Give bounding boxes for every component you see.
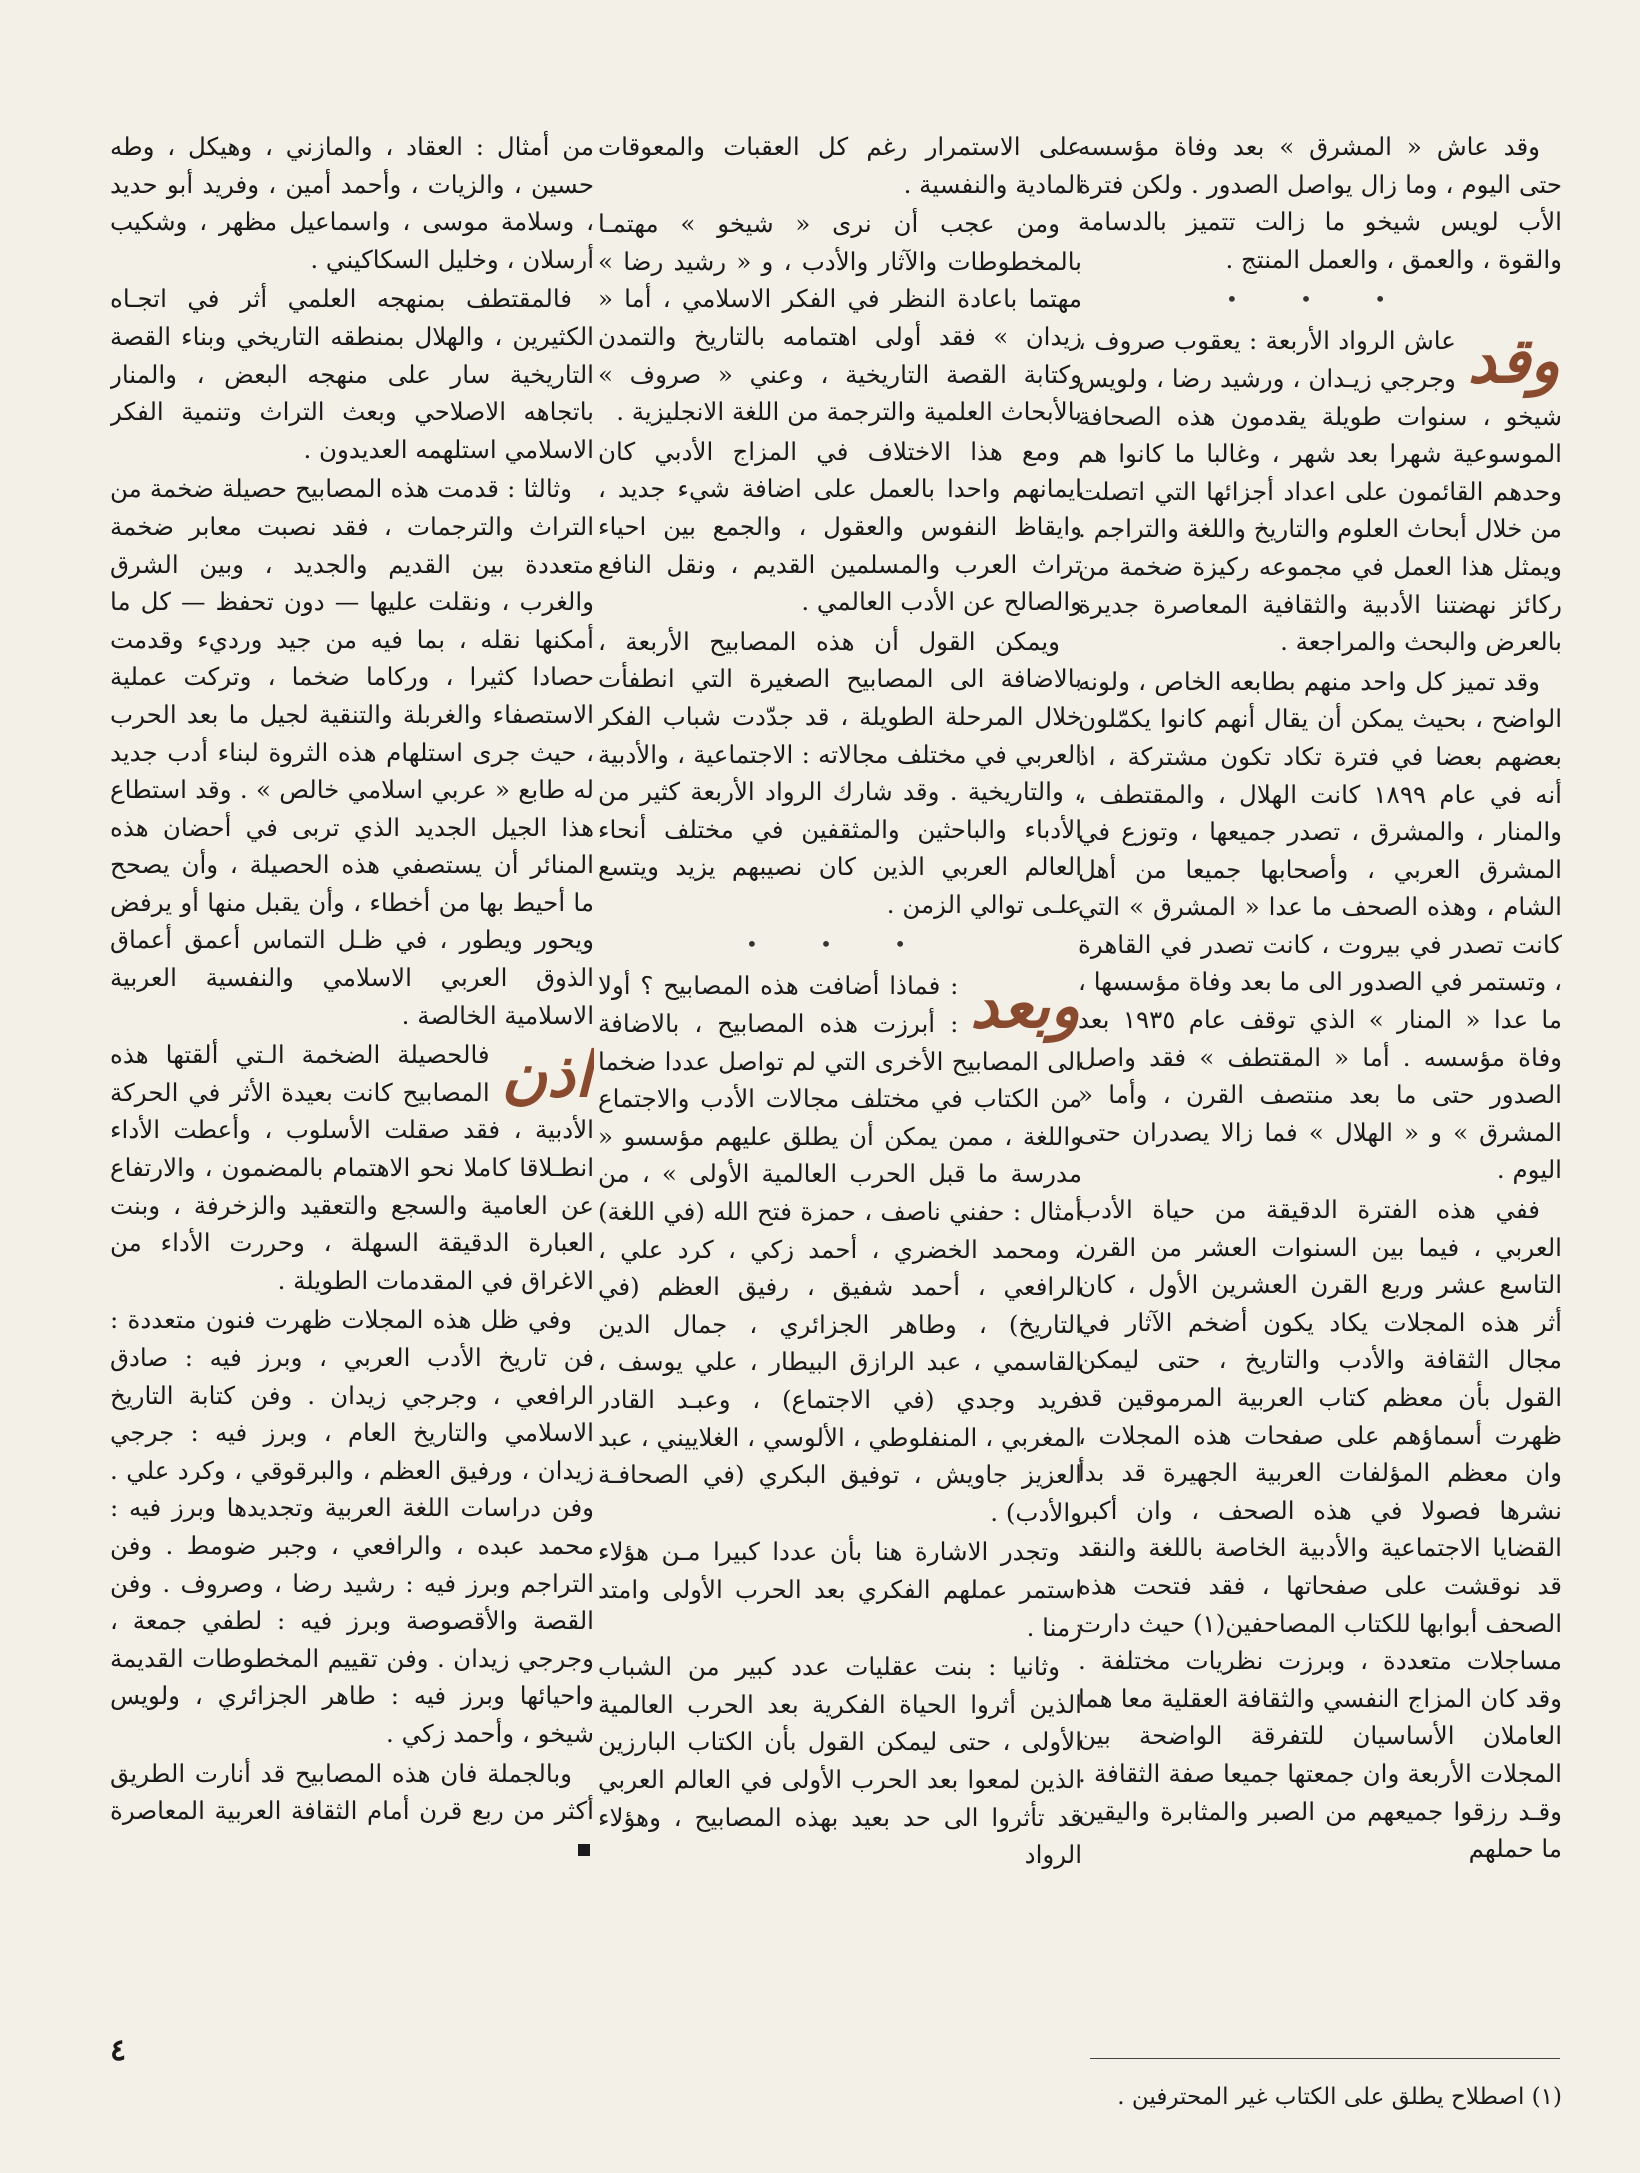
page-number: ٤ [110,2033,127,2068]
paragraph-text: عاش الرواد الأربعة : يعقوب صروف ، وجرجي زيـدان ، ورشيد رضا ، ولويس شيخو ، سنوات طويلة يقدمون هذه الصحافة الموسوعية شهرا بعد شهر ، وغالبا ما كانوا هم وحدهم القائمون على اعداد أجزائها التي اتصلت من خلال أبحاث العلوم والتاريخ واللغة والتراجم . ويمثل هذا العمل في مجموعه ركيزة ضخمة من ركائز نهضتنا الأدبية والثقافية المعاصرة جديرة بالعرض والبحث والمراجعة . [1078,326,1562,657]
paragraph-text: وتجدر الاشارة هنا بأن عددا كبيرا مـن هؤلاء استمر عملهم الفكري بعد الحرب الأولى وامتد زمنا . [598,1537,1082,1642]
footnote: (١) اصطلاح يطلق على الكتاب غير المحترفين . [1117,2084,1562,2110]
paragraph-with-dropcap [1078,322,1562,660]
paragraph [110,128,594,278]
paragraph [110,280,594,468]
paragraph-with-dropcap [110,1036,594,1299]
paragraph-text: فالحصيلة الضخمة الـتي ألقتها هذه المصابيح كانت بعيدة الأثر في الحركة الأدبية ، فقد صقلت الأسلوب ، وأعطت الأداء انطـلاقا كاملا نحو الاهتمام بالمضمون ، والارتفاع عن العامية والسجع والتعقيد والزخرفة ، وبنت العبارة الدقيقة السهلة ، وحررت الأداء من الاغراق في المقدمات الطويلة . [110,1040,594,1295]
paragraph [598,128,1082,203]
paragraph [598,1533,1082,1646]
column-middle [598,128,1082,2038]
paragraph-text: وبالجملة فان هذه المصابيح قد أنارت الطريق أكثر من ربع قرن أمام الثقافة العربية المعاصرة [110,1758,594,1826]
decorative-initial: وقد [1467,324,1560,398]
paragraph-text: ففي هذه الفترة الدقيقة من حياة الأدب العربي ، فيما بين السنوات العشر من القرن التاسع عشر وربع القرن العشرين الأول ، كان أثر هذه المجلات يكاد يكون أضخم الآثار في مجال الثقافة والأدب والتاريخ ، حتى ليمكن القول بأن معظم كتاب العربية المرموقين قد ظهرت أسماؤهم على صفحات هذه المجلات ، وان معظم المؤلفات العربية الجهيرة قد بدأ نشرها فصولا في هذه الصحف ، وان أكبر القضايا الاجتماعية والأدبية الخاصة باللغة والنقد قد نوقشت على صفحاتها ، فقد فتحت هذه الصحف أبوابها للكتاب المصاحفين(١) حيث دارت مساجلات متعددة ، وبرزت نظريات مختلفة . وقد كان المزاج النفسي والثقافة العقلية معا هما العاملان الأساسيان للتفرقة الواضحة بين المجلات الأربعة وان جمعتها جميعا صفة الثقافة . وقـد رزقوا جميعهم من الصبر والمثابرة واليقين ما حملهم [1078,1195,1562,1864]
decorative-initial: وبعد [970,969,1080,1043]
paragraph-text: وثالثا : قدمت هذه المصابيح حصيلة ضخمة من التراث والترجمات ، فقد نصبت معابر ضخمة متعددة بين القديم والجديد ، وبين الشرق والغرب ، ونقلت عليها — دون تحفظ — كل ما أمكنها نقله ، بما فيه من جيد ورديء وقدمت حصادا كثيرا ، وركاما ضخما ، وتركت عملية الاستصفاء والغربلة والتنقية لجيل ما بعد الحرب ، حيث جرى استلهام هذه الثروة لبناء أدب جديد له طابع « عربي اسلامي خالص » . وقد استطاع هذا الجيل الجديد الذي تربى في أحضان هذه المنائر أن يستصفي هذه الحصيلة ، وأن يصحح ما أحيط بها من أخطاء ، وأن يقبل منها أو يرفض ويحور ويطور ، في ظـل التماس أعمق أعماق الذوق العربي الاسلامي والنفسية العربية الاسلامية الخالصة . [110,474,594,1030]
paragraph [1078,663,1562,1189]
paragraph-text: وثانيا : بنت عقليات عدد كبير من الشباب الذين أثروا الحياة الفكرية بعد الحرب العالمية الأولى ، حتى ليمكن القول بأن الكتاب البارزين الذين لمعوا بعد الحرب الأولى في العالم العربي قد تأثروا الى حد بعيد بهذه المصابيح ، وهؤلاء الرواد [598,1652,1082,1870]
paragraph-text: وفي ظل هذه المجلات ظهرت فنون متعددة : فن تاريخ الأدب العربي ، وبرز فيه : صادق الرافعي ، وجرجي زيدان . وفن كتابة التاريخ الاسلامي والتاريخ العام ، وبرز فيه : جرجي زيدان ، ورفيق العظم ، والبرقوقي ، وكرد علي . وفن دراسات اللغة العربية وتجديدها وبرز فيه : محمد عبده ، والرافعي ، وجبر ضومط . وفن التراجم وبرز فيه : رشيد رضا ، وصروف . وفن القصة والأقصوصة وبرز فيه : لطفي جمعة ، وجرجي زيدان . وفن تقييم المخطوطات القديمة واحيائها وبرز فيه : طاهر الجزائري ، ولويس شيخو ، وأحمد زكي . [110,1305,594,1748]
paragraph [598,205,1082,431]
paragraph-text: ومع هذا الاختلاف في المزاج الأدبي كان ايمانهم واحدا بالعمل على اضافة شيء جديد ، وايقاظ النفوس والعقول ، والجمع بين احياء تراث العرب والمسلمين القديم ، ونقل النافع والصالح عن الأدب العالمي . [598,436,1082,617]
paragraph-text: وقد عاش « المشرق » بعد وفاة مؤسسه حتى اليوم ، وما زال يواصل الصدور . ولكن فترة الأب لويس شيخو ما زالت تتميز بالدسامة والقوة ، والعمق ، والعمل المنتج . [1078,132,1562,274]
paragraph-text: على الاستمرار رغم كل العقبات والمعوقات المادية والنفسية . [598,132,1082,199]
paragraph-text: ومن عجب أن نرى « شيخو » مهتمـا بالمخطوطات والآثار والأدب ، و « رشيد رضا » مهتما باعادة النظر في الفكر الاسلامي ، أما « زيدان » فقد أولى اهتمامه بالتاريخ والتمدن وكتابة القصة التاريخية ، وعني « صروف » بالأبحاث العلمية والترجمة من اللغة الانجليزية . [598,209,1082,427]
paragraph-text: فالمقتطف بمنهجه العلمي أثر في اتجـاه الكثيرين ، والهلال بمنطقه التاريخي وبناء القصة التاريخية سار على منهجه البعض ، والمنار باتجاهه الاصلاحي وبعث التراث وتنمية الفكر الاسلامي استلهمه العديدون . [110,284,594,464]
paragraph-text: من أمثال : العقاد ، والمازني ، وهيكل ، وطه حسين ، والزيات ، وأحمد أمين ، وفريد أبو حديد ، وسلامة موسى ، واسماعيل مظهر ، وشكيب أرسلان ، وخليل السكاكيني . [110,132,594,274]
paragraph-text: وقد تميز كل واحد منهم بطابعه الخاص ، ولونه الواضح ، بحيث يمكن أن يقال أنهم كانوا يكمّلون بعضهم بعضا في فترة تكاد تكون مشتركة ، اذ أنه في عام ١٨٩٩ كانت الهلال ، والمقتطف ، والمنار ، والمشرق ، تصدر جميعها ، وتوزع في المشرق العربي ، وأصحابها جميعا من أهل الشام ، وهذه الصحف ما عدا « المشرق » التي كانت تصدر في بيروت ، كانت تصدر في القاهرة ، وتستمر في الصدور الى ما بعد وفاة مؤسسها ، ما عدا « المنار » الذي توقف عام ١٩٣٥ بعد وفاة مؤسسه . أما « المقتطف » فقد واصل الصدور حتى ما بعد منتصف القرن ، وأما « المشرق » و « الهلال » فما زالا يصدران حتى اليوم . [1078,666,1562,1185]
paragraph [598,623,1082,924]
paragraph [1078,1191,1562,1868]
paragraph-text: : فماذا أضافت هذه المصابيح ؟ أولا : أبرزت هذه المصابيح ، بالاضافة الى المصابيح الأخرى التي لم تواصل عددا ضخما من الكتاب في مختلف مجالات الأدب والاجتماع واللغة ، ممن يمكن أن يطلق عليهم مؤسسو « مدرسة ما قبل الحرب العالمية الأولى » ، من أمثال : حفني ناصف ، حمزة فتح الله (في اللغة) ، ومحمد الخضري ، أحمد زكي ، كرد علي ، الرافعي ، أحمد شفيق ، رفيق العظم (في التاريخ) ، وطاهر الجزائري ، جمال الدين القاسمي ، عبد الرازق البيطار ، علي يوسف ، فريد وجدي (في الاجتماع) ، وعبـد القادر المغربي ، المنفلوطي ، الألوسي ، الغلاييني ، عبد العزيز جاويش ، توفيق البكري (في الصحافـة والأدب) . [598,971,1082,1527]
footnote-rule [1090,2058,1560,2059]
paragraph-with-dropcap [598,967,1082,1531]
paragraph [110,1755,594,1868]
section-separator: • • • [745,932,935,957]
paragraph-text: ويمكن القول أن هذه المصابيح الأربعة ، بالاضافة الى المصابيح الصغيرة التي انطفأت خلال المرحلة الطويلة ، قد جدّدت شباب الفكر العربي في مختلف مجالاته : الاجتماعية ، والأدبية ، والتاريخية . وقد شارك الرواد الأربعة كثير من الأدباء والباحثين والمثقفين في مختلف أنحاء العالم العربي الذين كان نصيبهم يزيد ويتسع علـى توالي الزمن . [598,626,1082,919]
paragraph [598,433,1082,621]
paragraph [598,1648,1082,1874]
column-left [110,128,594,2038]
paragraph [110,470,594,1034]
paragraph [1078,128,1562,278]
paragraph [110,1301,594,1752]
column-right [1078,128,1562,2038]
decorative-initial: اذن [501,1038,592,1112]
section-separator: • • • [1225,287,1415,312]
end-of-article-mark [578,1844,590,1856]
